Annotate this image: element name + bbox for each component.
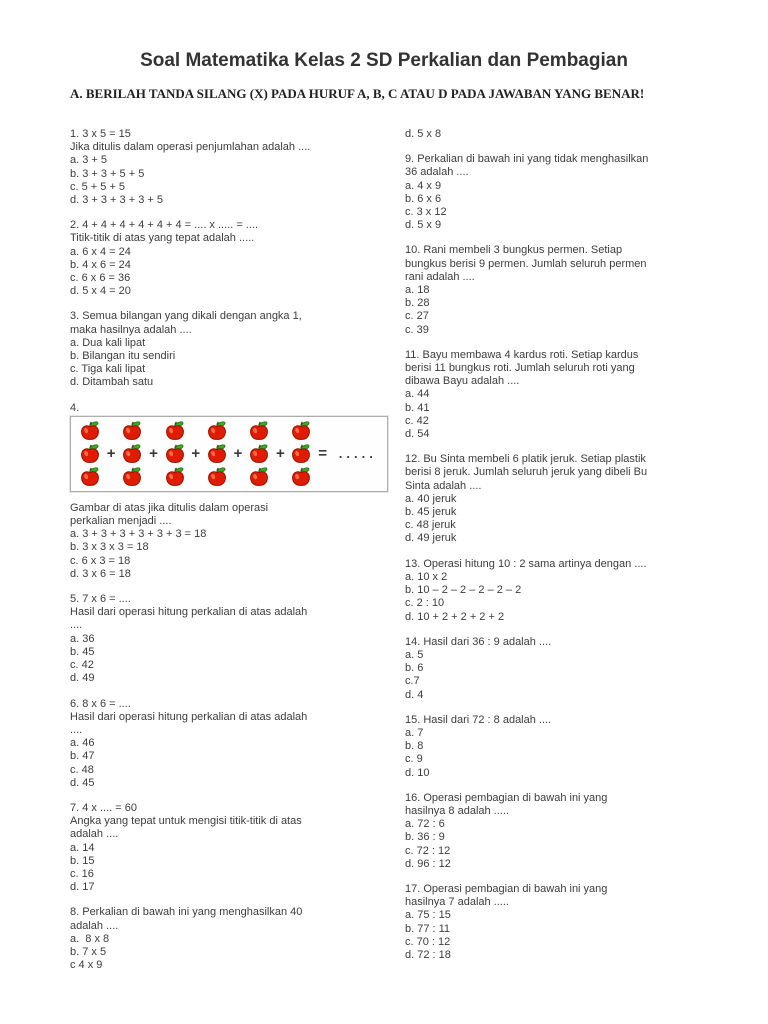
- text-line: 17. Operasi pembagian di bawah ini yang: [405, 882, 608, 895]
- text-line: d. 49: [70, 672, 95, 685]
- text-line: b. 28: [405, 297, 430, 310]
- apple-icon: [121, 466, 143, 488]
- text-line: a. 4 x 9: [405, 179, 442, 192]
- question-4: [70, 502, 392, 581]
- plus-sign: +: [106, 445, 116, 463]
- text-line: a. 3 + 3 + 3 + 3 + 3 + 3 = 18: [70, 528, 207, 541]
- question-8-option-d: [405, 128, 727, 141]
- text-line: a. 44: [405, 388, 430, 401]
- question-5: [70, 593, 392, 685]
- question-7: [70, 802, 392, 894]
- text-line: c. 5 + 5 + 5: [70, 180, 126, 193]
- text-line: b. 45 jeruk: [405, 506, 457, 519]
- apple-icon: [206, 443, 228, 465]
- text-line: d. 4: [405, 688, 424, 701]
- text-line: d. 5 x 8: [405, 128, 442, 140]
- text-line: 4.: [70, 401, 80, 414]
- text-line: 3. Semua bilangan yang dikali dengan angka 1,: [70, 310, 302, 323]
- text-line: perkalian menjadi ....: [70, 515, 172, 528]
- apple-icon: [79, 443, 101, 465]
- text-line: c. 6 x 3 = 18: [70, 554, 131, 567]
- apple-icon: [290, 466, 312, 488]
- text-line: Hasil dari operasi hitung perkalian di atas adalah: [70, 710, 308, 723]
- text-line: 10. Rani membeli 3 bungkus permen. Setiap: [405, 244, 623, 257]
- apple-icon: [121, 420, 143, 442]
- text-line: b. 3 x 3 x 3 = 18: [70, 541, 149, 554]
- question-9: [405, 153, 727, 232]
- text-line: dibawa Bayu adalah ....: [405, 375, 520, 388]
- apple-icon: [290, 420, 312, 442]
- question-12: [405, 453, 727, 545]
- question-15: [405, 714, 727, 780]
- text-line: a. 14: [70, 841, 95, 854]
- question-8: [70, 906, 392, 972]
- right-column: [405, 128, 727, 984]
- question-2: [70, 219, 392, 298]
- text-line: c. Tiga kali lipat: [70, 363, 146, 376]
- text-line: Titik-titik di atas yang tepat adalah .....: [70, 232, 255, 245]
- question-13: [405, 558, 727, 624]
- text-line: 13. Operasi hitung 10 : 2 sama artinya dengan ....: [405, 557, 647, 570]
- text-line: d. 3 + 3 + 3 + 3 + 5: [70, 194, 163, 207]
- question-4-figure: [70, 416, 388, 492]
- plus-sign: +: [191, 445, 201, 463]
- text-line: 36 adalah ....: [405, 166, 469, 179]
- question-17: [405, 883, 727, 962]
- apple-icon: [248, 420, 270, 442]
- question-6: [70, 698, 392, 790]
- text-line: b. 41: [405, 401, 430, 414]
- text-line: b. 77 : 11: [405, 922, 451, 935]
- text-line: c. 48: [70, 763, 94, 776]
- text-line: adalah ....: [70, 919, 119, 932]
- text-line: b. 7 x 5: [70, 945, 107, 958]
- text-line: berisi 8 jeruk. Jumlah seluruh jeruk yang dibeli Bu: [405, 466, 648, 479]
- text-line: maka hasilnya adalah ....: [70, 323, 192, 336]
- text-line: ....: [70, 723, 83, 736]
- result-dots: .....: [338, 446, 377, 462]
- question-1: [70, 128, 392, 207]
- text-line: ....: [70, 619, 83, 632]
- text-line: c. 42: [70, 659, 94, 672]
- text-line: d. 5 x 9: [405, 219, 442, 232]
- apple-icon: [121, 443, 143, 465]
- left-column: [70, 128, 392, 984]
- text-line: a. Dua kali lipat: [70, 336, 146, 349]
- text-line: b. 8: [405, 740, 424, 753]
- apple-icon: [164, 420, 186, 442]
- plus-sign: +: [275, 445, 285, 463]
- text-line: d. 72 : 18: [405, 948, 451, 961]
- question-14: [405, 636, 727, 702]
- text-line: d. 17: [70, 881, 95, 894]
- text-line: b. 10 – 2 – 2 – 2 – 2 – 2: [405, 584, 522, 597]
- text-line: b. 45: [70, 645, 95, 658]
- text-line: c. 42: [405, 414, 429, 427]
- apple-icon: [164, 443, 186, 465]
- apple-icon: [206, 466, 228, 488]
- text-line: Angka yang tepat untuk mengisi titik-titik di atas: [70, 815, 302, 828]
- text-line: adalah ....: [70, 828, 119, 841]
- text-line: c. 2 : 10: [405, 597, 445, 610]
- apple-icon: [248, 466, 270, 488]
- text-line: a. 6 x 4 = 24: [70, 245, 131, 258]
- text-line: 8. Perkalian di bawah ini yang menghasilkan 40: [70, 906, 303, 919]
- text-line: d. 49 jeruk: [405, 532, 457, 545]
- apple-icon: [290, 443, 312, 465]
- instruction-heading: A. BERILAH TANDA SILANG (X) PADA HURUF A, B, C ATAU D PADA JAWABAN YANG BENAR!: [70, 86, 645, 101]
- text-line: c. 70 : 12: [405, 935, 451, 948]
- text-line: b. 3 + 3 + 5 + 5: [70, 167, 145, 180]
- text-line: d. 3 x 6 = 18: [70, 567, 131, 580]
- text-line: rani adalah ....: [405, 270, 475, 283]
- text-line: d. 96 : 12: [405, 857, 451, 870]
- text-line: c. 6 x 6 = 36: [70, 272, 131, 285]
- question-3: [70, 310, 392, 389]
- text-line: c. 72 : 12: [405, 844, 451, 857]
- text-line: d. 54: [405, 428, 430, 441]
- text-line: b. 6 x 6: [405, 192, 442, 205]
- text-line: a. 36: [70, 632, 95, 645]
- text-line: Sinta adalah ....: [405, 479, 482, 492]
- text-line: a. 5: [405, 648, 424, 661]
- equals-sign: =: [318, 445, 328, 463]
- text-line: 14. Hasil dari 36 : 9 adalah ....: [405, 635, 552, 648]
- text-line: bungkus berisi 9 permen. Jumlah seluruh permen: [405, 257, 647, 270]
- text-line: 5. 7 x 6 = ....: [70, 593, 131, 606]
- text-line: 15. Hasil dari 72 : 8 adalah ....: [405, 713, 552, 726]
- text-line: c.7: [405, 675, 420, 688]
- text-line: 12. Bu Sinta membeli 6 platik jeruk. Setiap plastik: [405, 453, 646, 466]
- text-line: 6. 8 x 6 = ....: [70, 697, 131, 710]
- apple-column: [248, 420, 270, 488]
- text-line: b. Bilangan itu sendiri: [70, 350, 176, 363]
- question-16: [405, 792, 727, 871]
- text-line: a. 18: [405, 284, 430, 297]
- apple-icon: [79, 466, 101, 488]
- text-line: b. 47: [70, 750, 95, 763]
- text-line: d. 10: [405, 766, 430, 779]
- text-line: c 4 x 9: [70, 959, 103, 972]
- apple-icon: [206, 420, 228, 442]
- text-line: c. 48 jeruk: [405, 519, 456, 532]
- question-11: [405, 349, 727, 441]
- text-line: 1. 3 x 5 = 15: [70, 128, 131, 140]
- apple-column: [164, 420, 186, 488]
- text-line: Hasil dari operasi hitung perkalian di atas adalah: [70, 606, 308, 619]
- text-line: a. 8 x 8: [70, 932, 110, 945]
- plus-sign: +: [233, 445, 243, 463]
- text-line: c. 16: [70, 867, 94, 880]
- apple-icon: [79, 420, 101, 442]
- plus-sign: +: [149, 445, 158, 463]
- apple-column: [206, 420, 228, 488]
- text-line: a. 3 + 5: [70, 154, 108, 167]
- text-line: Gambar di atas jika ditulis dalam operasi: [70, 501, 269, 514]
- text-line: a. 75 : 15: [405, 909, 451, 922]
- text-line: berisi 11 bungkus roti. Jumlah seluruh roti yang: [405, 362, 635, 375]
- text-line: 7. 4 x .... = 60: [70, 801, 137, 814]
- apple-column: [121, 420, 143, 488]
- text-line: hasilnya 7 adalah .....: [405, 896, 509, 909]
- text-line: a. 72 : 6: [405, 818, 445, 831]
- question-10: [405, 244, 727, 336]
- text-line: d. 5 x 4 = 20: [70, 285, 131, 298]
- text-line: a. 46: [70, 737, 95, 750]
- text-line: b. 6: [405, 662, 424, 675]
- two-column-layout: [70, 128, 768, 984]
- text-line: 16. Operasi pembagian di bawah ini yang: [405, 791, 608, 804]
- text-line: d. Ditambah satu: [70, 376, 154, 389]
- text-line: c. 39: [405, 323, 429, 336]
- text-line: 2. 4 + 4 + 4 + 4 + 4 + 4 = .... x ..... = ....: [70, 219, 259, 232]
- text-line: 9. Perkalian di bawah ini yang tidak menghasilkan: [405, 153, 649, 166]
- text-line: a. 7: [405, 726, 424, 739]
- text-line: c. 9: [405, 753, 423, 766]
- question-4-label: [70, 402, 392, 415]
- page-title: Soal Matematika Kelas 2 SD Perkalian dan Pembagian: [140, 50, 628, 71]
- text-line: a. 10 x 2: [405, 570, 448, 583]
- text-line: b. 15: [70, 854, 95, 867]
- text-line: d. 10 + 2 + 2 + 2 + 2: [405, 610, 505, 623]
- text-line: hasilnya 8 adalah .....: [405, 804, 509, 817]
- text-line: Jika ditulis dalam operasi penjumlahan adalah ....: [70, 141, 311, 154]
- text-line: c. 27: [405, 310, 429, 323]
- text-line: c. 3 x 12: [405, 206, 447, 219]
- text-line: b. 4 x 6 = 24: [70, 258, 131, 271]
- apple-icon: [164, 466, 186, 488]
- text-line: d. 45: [70, 776, 95, 789]
- text-line: 11. Bayu membawa 4 kardus roti. Setiap kardus: [405, 348, 639, 361]
- apple-column: [79, 420, 101, 488]
- apple-icon: [248, 443, 270, 465]
- text-line: a. 40 jeruk: [405, 492, 457, 505]
- text-line: b. 36 : 9: [405, 831, 445, 844]
- apple-column: [290, 420, 312, 488]
